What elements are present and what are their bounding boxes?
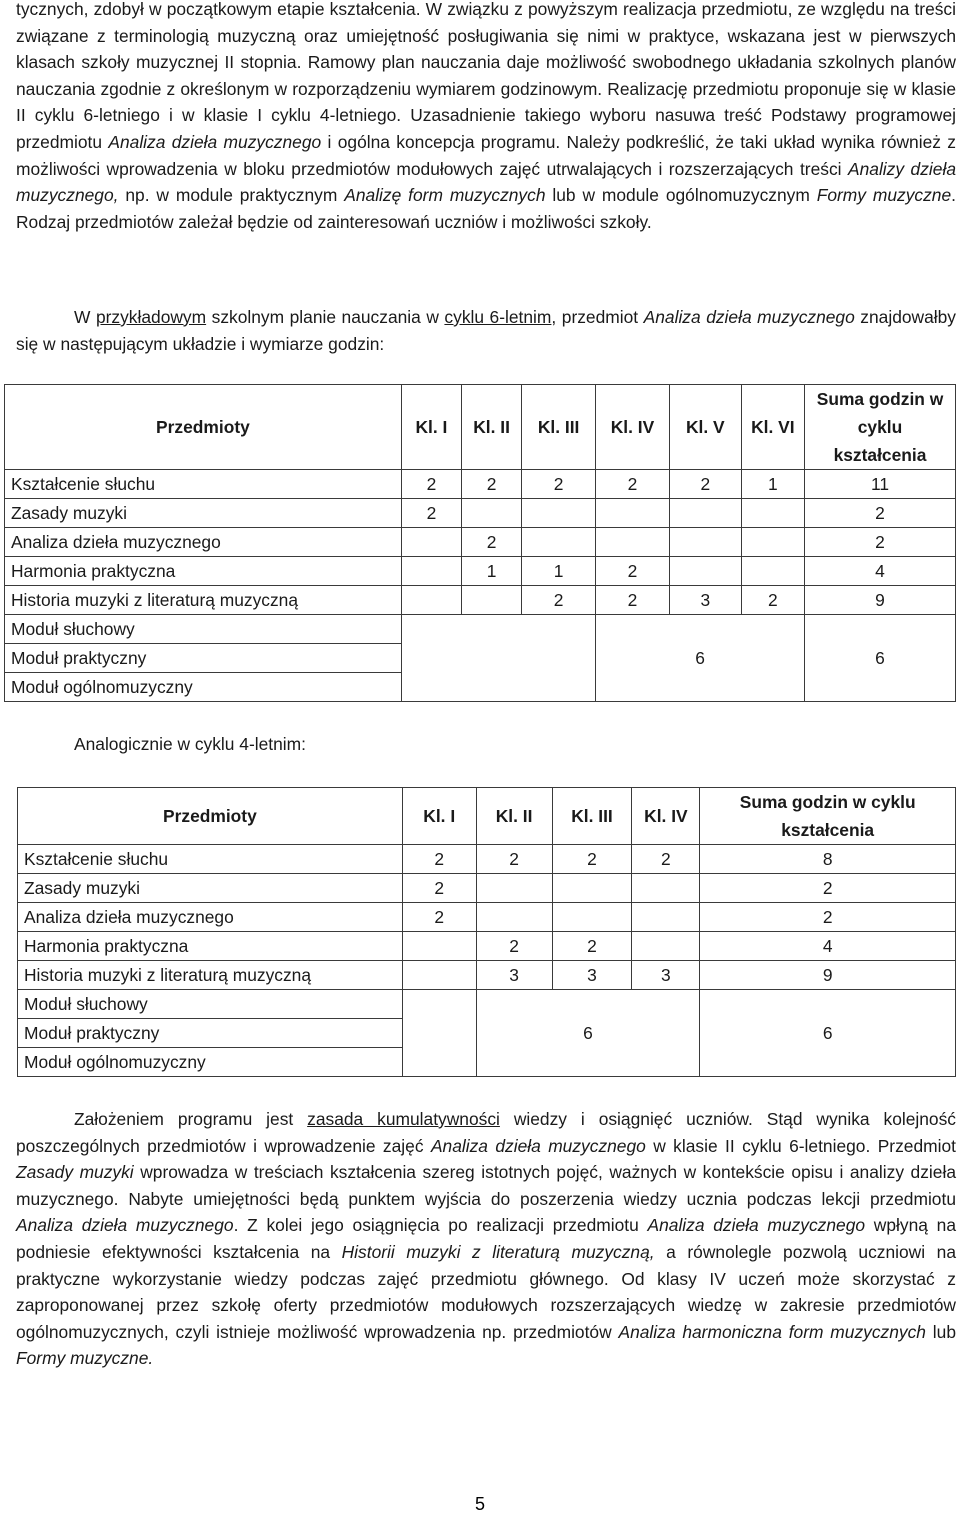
sum-cell: 2 bbox=[700, 874, 956, 903]
hours-cell bbox=[552, 903, 632, 932]
hours-cell bbox=[596, 528, 670, 557]
hours-cell bbox=[401, 557, 461, 586]
hours-cell: 2 bbox=[462, 528, 522, 557]
hours-cell: 2 bbox=[741, 586, 804, 615]
hours-cell: 3 bbox=[552, 961, 632, 990]
hours-cell bbox=[401, 528, 461, 557]
module-hours-cell: 6 bbox=[596, 615, 805, 702]
header-sum: Suma godzin w cyklu kształcenia bbox=[805, 385, 956, 470]
header-class: Kl. III bbox=[552, 788, 632, 845]
text-run: szkolnym planie nauczania w bbox=[206, 307, 445, 327]
table-row bbox=[18, 903, 956, 932]
text-run: wiedzy i osiągnięć uczniów. Stąd wynika kolejność poszczególnych przedmiotów i wprowadzenie zajęć bbox=[16, 1109, 956, 1156]
hours-cell bbox=[552, 874, 632, 903]
header-sum: Suma godzin w cyklu kształcenia bbox=[700, 788, 956, 845]
subject-name: Kształcenie słuchu bbox=[18, 845, 403, 874]
subject-name: Zasady muzyki bbox=[5, 499, 402, 528]
hours-cell bbox=[596, 499, 670, 528]
text-run: , przedmiot bbox=[551, 307, 644, 327]
module-name: Moduł praktyczny bbox=[5, 644, 402, 673]
text-run: w klasie II cyklu 6-letniego. Przedmiot bbox=[645, 1135, 956, 1156]
sum-cell: 2 bbox=[805, 528, 956, 557]
text-run: lub w module ogólnomuzycznym bbox=[545, 185, 817, 206]
text-run: Analiza dzieła muzycznego bbox=[16, 1215, 234, 1236]
text-run: W bbox=[74, 307, 96, 327]
outro-paragraph bbox=[16, 1106, 956, 1372]
hours-cell bbox=[669, 557, 741, 586]
hours-cell: 2 bbox=[669, 470, 741, 499]
subject-name: Kształcenie słuchu bbox=[5, 470, 402, 499]
table-row-module bbox=[18, 990, 956, 1019]
hours-cell: 3 bbox=[669, 586, 741, 615]
module-name: Moduł praktyczny bbox=[18, 1019, 403, 1048]
hours-cell bbox=[669, 528, 741, 557]
analog-label: Analogicznie w cyklu 4-letnim: bbox=[74, 734, 306, 754]
text-run: wprowadza w treściach kształcenia szereg istotnych pojęć, ważnych w kontekście opisu i analizy dzieła muzycznego. Nabyte umiejętności będą punktem wyjścia do poszerzenia wiedzy ucznia podczas lekcji przedmiotu bbox=[16, 1162, 956, 1209]
hours-cell: 2 bbox=[462, 470, 522, 499]
module-sum-cell: 6 bbox=[700, 990, 956, 1077]
hours-cell: 2 bbox=[402, 874, 476, 903]
sum-cell: 9 bbox=[805, 586, 956, 615]
subject-name: Analiza dzieła muzycznego bbox=[5, 528, 402, 557]
hours-cell: 2 bbox=[402, 845, 476, 874]
hours-cell bbox=[632, 874, 700, 903]
text-run: cyklu 6-letnim bbox=[444, 307, 552, 327]
header-class: Kl. I bbox=[402, 788, 476, 845]
sum-cell: 8 bbox=[700, 845, 956, 874]
module-sum-cell: 6 bbox=[805, 615, 956, 702]
header-class: Kl. III bbox=[522, 385, 596, 470]
empty-cell bbox=[401, 615, 595, 702]
text-run: Analizę form muzycznych bbox=[344, 185, 546, 206]
page-number: 5 bbox=[474, 1494, 485, 1514]
hours-cell bbox=[669, 499, 741, 528]
hours-cell bbox=[632, 903, 700, 932]
table-row bbox=[5, 470, 956, 499]
intro-paragraph-example bbox=[16, 304, 956, 357]
text-run: lub bbox=[925, 1321, 956, 1342]
text-run: . Rodzaj przedmiotów zależał będzie od zainteresowań uczniów i możliwości szkoły. bbox=[16, 185, 956, 232]
intro-paragraph bbox=[16, 0, 956, 235]
hours-cell bbox=[522, 528, 596, 557]
module-hours-cell: 6 bbox=[476, 990, 700, 1077]
header-class: Kl. IV bbox=[632, 788, 700, 845]
text-run: Analiza harmoniczna form muzycznych bbox=[618, 1321, 926, 1342]
sum-cell: 9 bbox=[700, 961, 956, 990]
table-header-row bbox=[5, 385, 956, 470]
text-run: znajdowałby się w następującym układzie i wymiarze godzin: bbox=[16, 307, 957, 354]
text-run: Formy muzyczne. bbox=[16, 1348, 154, 1369]
module-name: Moduł ogólnomuzyczny bbox=[18, 1048, 403, 1077]
table-row bbox=[5, 499, 956, 528]
hours-cell bbox=[462, 586, 522, 615]
hours-cell bbox=[741, 557, 804, 586]
header-class: Kl. II bbox=[476, 788, 552, 845]
text-run: wpłyną na podniesie efektywności kształcenia na bbox=[16, 1215, 956, 1262]
hours-cell: 2 bbox=[632, 845, 700, 874]
hours-cell: 2 bbox=[476, 932, 552, 961]
text-run: przykładowym bbox=[95, 307, 207, 327]
table-row bbox=[5, 586, 956, 615]
sum-cell: 2 bbox=[700, 903, 956, 932]
text-run: Zasady muzyki bbox=[16, 1162, 134, 1183]
subject-name: Harmonia praktyczna bbox=[5, 557, 402, 586]
module-name: Moduł ogólnomuzyczny bbox=[5, 673, 402, 702]
hours-cell: 2 bbox=[401, 499, 461, 528]
text-run: zasada kumulatywności bbox=[307, 1109, 500, 1129]
header-class: Kl. IV bbox=[596, 385, 670, 470]
hours-cell: 2 bbox=[596, 470, 670, 499]
text-run: Analiza dzieła muzycznego bbox=[430, 1135, 646, 1156]
hours-cell: 3 bbox=[476, 961, 552, 990]
hours-cell: 2 bbox=[402, 903, 476, 932]
module-name: Moduł słuchowy bbox=[5, 615, 402, 644]
subject-name: Harmonia praktyczna bbox=[18, 932, 403, 961]
hours-cell: 3 bbox=[632, 961, 700, 990]
hours-cell bbox=[402, 961, 476, 990]
text-run: Analiza dzieła muzycznego bbox=[108, 131, 322, 152]
hours-cell bbox=[476, 874, 552, 903]
table-row bbox=[18, 932, 956, 961]
text-run: . Z kolei jego osiągnięcia po realizacji przedmiotu bbox=[233, 1215, 648, 1236]
hours-cell: 2 bbox=[522, 586, 596, 615]
hours-cell: 2 bbox=[552, 845, 632, 874]
table-row bbox=[18, 874, 956, 903]
hours-cell bbox=[462, 499, 522, 528]
header-subjects: Przedmioty bbox=[5, 385, 402, 470]
hours-cell: 1 bbox=[741, 470, 804, 499]
subject-name: Historia muzyki z literaturą muzyczną bbox=[5, 586, 402, 615]
text-run: i ogólna koncepcja programu. Należy podkreślić, że taki układ wynika również z możliwości wprowadzenia w bloku przedmiotów modułowych zajęć utrwalających i rozszerzających treści bbox=[16, 131, 956, 179]
subject-name: Historia muzyki z literaturą muzyczną bbox=[18, 961, 403, 990]
table-row-module bbox=[5, 615, 956, 644]
header-class: Kl. I bbox=[401, 385, 461, 470]
module-name: Moduł słuchowy bbox=[18, 990, 403, 1019]
subject-name: Zasady muzyki bbox=[18, 874, 403, 903]
hours-cell: 2 bbox=[552, 932, 632, 961]
hours-cell: 1 bbox=[522, 557, 596, 586]
hours-cell: 1 bbox=[462, 557, 522, 586]
table-row bbox=[18, 845, 956, 874]
plan-table-4-year bbox=[17, 787, 956, 1077]
hours-cell: 2 bbox=[596, 586, 670, 615]
table-row bbox=[5, 557, 956, 586]
sum-cell: 2 bbox=[805, 499, 956, 528]
header-class: Kl. II bbox=[462, 385, 522, 470]
hours-cell: 2 bbox=[476, 845, 552, 874]
hours-cell: 2 bbox=[522, 470, 596, 499]
header-class: Kl. VI bbox=[741, 385, 804, 470]
subject-name: Analiza dzieła muzycznego bbox=[18, 903, 403, 932]
hours-cell bbox=[522, 499, 596, 528]
text-run: Formy muzyczne bbox=[816, 185, 952, 206]
hours-cell bbox=[741, 499, 804, 528]
header-class: Kl. V bbox=[669, 385, 741, 470]
hours-cell: 2 bbox=[401, 470, 461, 499]
text-run: Założeniem programu jest bbox=[74, 1109, 308, 1129]
hours-cell bbox=[741, 528, 804, 557]
text-run: Historii muzyki z literaturą muzyczną, bbox=[341, 1241, 655, 1262]
text-run: a równolegle pozwolą uczniowi na praktyczne wykorzystanie wiedzy podczas zajęć przedmiotu głównego. Od klasy IV uczeń może skorzystać z zaproponowanej przez szkołę oferty przedmiotów modułowych rozszerzających wiedzę w zakresie przedmiotów ogólnomuzycznych, czyli istnieje możliwość wprowadzenia np. przedmiotów bbox=[16, 1241, 957, 1342]
empty-cell bbox=[402, 990, 476, 1077]
text-run: tycznych, zdobył w początkowym etapie kształcenia. W związku z powyższym realizacja przedmiotu, ze względu na treści związane z terminologią muzyczną oraz umiejętność posługiwania się nimi w praktyce, wskazana jest w pierwszych klasach szkoły muzycznej II stopnia. Ramowy plan nauczania daje możliwość swobodnego układania szkolnych planów nauczania zgodnie z określonym w rozporządzeniu wymiarem godzinowym. Realizację przedmiotu proponuje się w klasie II cyklu 6-letniego i w klasie I cyklu 4-letniego. Uzasadnienie takiego wyboru nasuwa treść Podstawy programowej przedmiotu bbox=[16, 0, 956, 152]
table-row bbox=[5, 528, 956, 557]
text-run: Analiza dzieła muzycznego bbox=[643, 307, 855, 327]
table-row bbox=[18, 961, 956, 990]
hours-cell: 2 bbox=[596, 557, 670, 586]
sum-cell: 11 bbox=[805, 470, 956, 499]
hours-cell bbox=[402, 932, 476, 961]
hours-cell bbox=[632, 932, 700, 961]
sum-cell: 4 bbox=[700, 932, 956, 961]
hours-cell bbox=[401, 586, 461, 615]
plan-table-6-year bbox=[4, 384, 956, 702]
sum-cell: 4 bbox=[805, 557, 956, 586]
header-subjects: Przedmioty bbox=[18, 788, 403, 845]
hours-cell bbox=[476, 903, 552, 932]
table-header-row bbox=[18, 788, 956, 845]
text-run: Analizy dzieła muzycznego, bbox=[16, 158, 956, 206]
text-run: Analiza dzieła muzycznego bbox=[647, 1215, 866, 1236]
text-run: np. w module praktycznym bbox=[118, 185, 345, 206]
